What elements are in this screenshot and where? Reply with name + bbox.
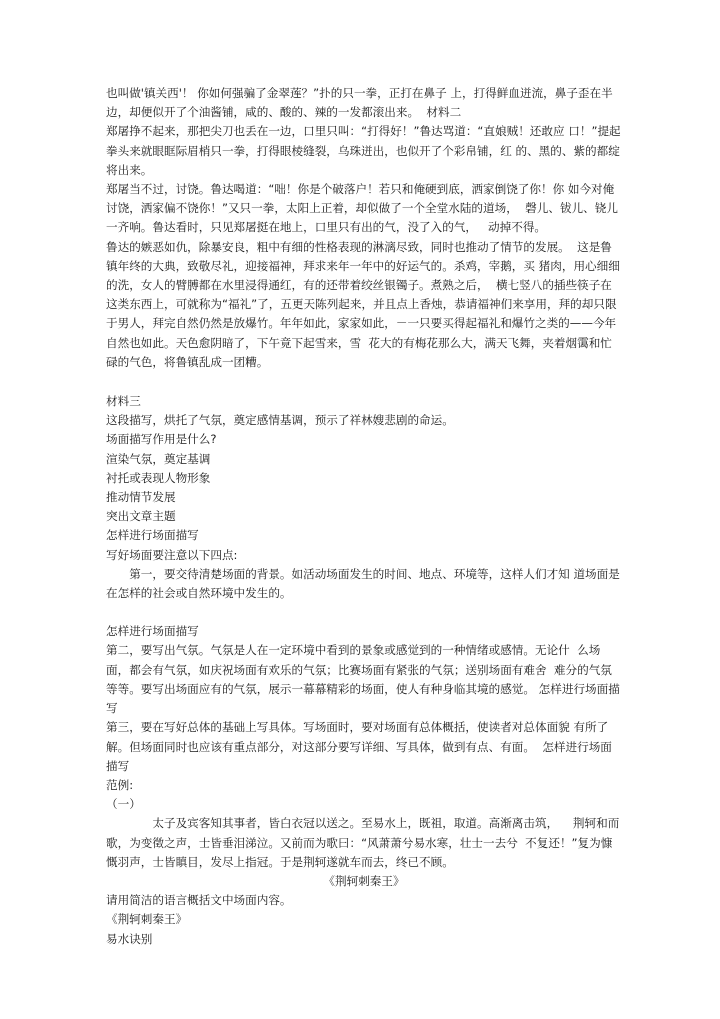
heading-example: 范例: [106, 777, 134, 792]
example-number: （一） [106, 797, 141, 812]
list-item: 衬托或表现人物形象 [106, 470, 211, 485]
paragraph-zhengtu-1: 郑屠挣不起来，那把尖刀也丢在一边，口里只叫：“打得好！”鲁达骂道：“直娘贼！还敢应 口！”提起拳头来就眼眶际眉梢只一拳，打得眼棱缝裂，乌珠迸出，也似开了个彩帛铺，红 的、黑的、紫的都绽将出来。 [106, 124, 621, 177]
paragraph-analysis-luzhen: 鲁达的嫉恶如仇，除暴安良，粗中有细的性格表现的淋漓尽致，同时也推动了情节的发展。 这是鲁镇年终的大典，致敬尽礼，迎接福神，拜求来年一年中的好运气的。杀鸡，宰鹅，买 猪肉，用心细细的洗，女人的臂膊都在水里浸得通红，有的还带着绞丝银镯子。煮熟之后， 横七竖八的插些筷子在这类东西上，可就称为“福礼”了，五更天陈列起来，并且点上香烛，恭请福神们来享用，拜的却只限于男人，拜完自然仍然是放爆竹。年年如此，家家如此，－一只要买得起福礼和爆竹之类的——今年自然也如此。天色愈阴暗了，下午竟下起雪来，雪 花大的有梅花那么大，满天飞舞，夹着烟霭和忙碌的气色，将鲁镇乱成一团糟。 [106, 239, 620, 369]
paragraph-atmosphere-note: 这段描写，烘托了气氛，奠定感情基调，预示了祥林嫂悲剧的命运。 [106, 413, 454, 428]
question-summarize: 请用简洁的语言概括文中场面内容。 [106, 893, 292, 908]
paragraph-point-1: 第一，要交待清楚场面的背景。如活动场面发生的时间、地点、环境等，这样人们才知 道场面是在怎样的社会或自然环境中发生的。 [106, 566, 620, 601]
answer-source: 《荆轲刺秦王》 [106, 912, 188, 927]
spacer [106, 603, 622, 622]
spacer [106, 372, 622, 392]
document-page [106, 84, 622, 949]
paragraph-example-text: 太子及宾客知其事者，皆白衣冠以送之。至易水上，既祖，取道。高渐离击筑， 荆轲和而歌，为变徵之声，士皆垂泪涕泣。又前而为歌曰：“风萧萧兮易水寒，壮士一去兮 不复还！”复为慷慨羽声，士皆瞋目，发尽上指冠。于是荆轲遂就车而去，终已不顾。 [106, 816, 620, 869]
paragraph-point-2: 第二，要写出气氛。气氛是人在一定环境中看到的景象或感觉到的一种情绪或感情。无论什 么场面，都会有气氛，如庆祝场面有欢乐的气氛；比赛场面有紧张的气氛；送别场面有难舍 难分的气氛等等。要写出场面应有的气氛，展示一幕幕精彩的场面，使人有种身临其境的感觉。 怎样进行场面描写 [106, 643, 620, 716]
example-source: 《荆轲刺秦王》 [323, 873, 405, 888]
paragraph-four-points: 写好场面要注意以下四点: [106, 547, 238, 562]
heading-how-to-describe: 怎样进行场面描写 [106, 528, 199, 543]
paragraph-zhengtu-2: 郑屠当不过，讨饶。鲁达喝道：“咄！你是个破落户！若只和俺硬到底，洒家倒饶了你！你 如今对俺讨饶，洒家偏不饶你！”又只一拳，太阳上正着，却似做了一个全堂水陆的道场， 磬儿、钹儿、铙儿一齐响。鲁达看时，只见郑屠挺在地上，口里只有出的气，没了入的气， 动掉不得。 [106, 182, 618, 235]
list-item: 推动情节发展 [106, 490, 176, 505]
paragraph-material-1: 也叫做'镇关西'！ 你如何强骗了金翠莲？”扑的只一拳，正打在鼻子 上，打得鲜血迸流，鼻子歪在半边，却便似开了个油酱铺，咸的、酸的、辣的一发都滚出来。 材料二 [106, 86, 613, 120]
list-item: 突出文章主题 [106, 509, 176, 524]
question-scene-function: 场面描写作用是什么? [106, 432, 217, 447]
paragraph-point-3: 第三，要在写好总体的基础上写具体。写场面时，要对场面有总体概括，使读者对总体面貌 有所了解。但场面同时也应该有重点部分，对这部分要写详细、写具体，做到有点、有面。 怎样进行场面描写 [106, 720, 612, 773]
list-item: 渲染气氛，奠定基调 [106, 451, 211, 466]
heading-material-3: 材料三 [106, 394, 141, 409]
answer-text: 易水诀别 [106, 931, 153, 946]
heading-how-to-describe-2: 怎样进行场面描写 [106, 624, 199, 639]
